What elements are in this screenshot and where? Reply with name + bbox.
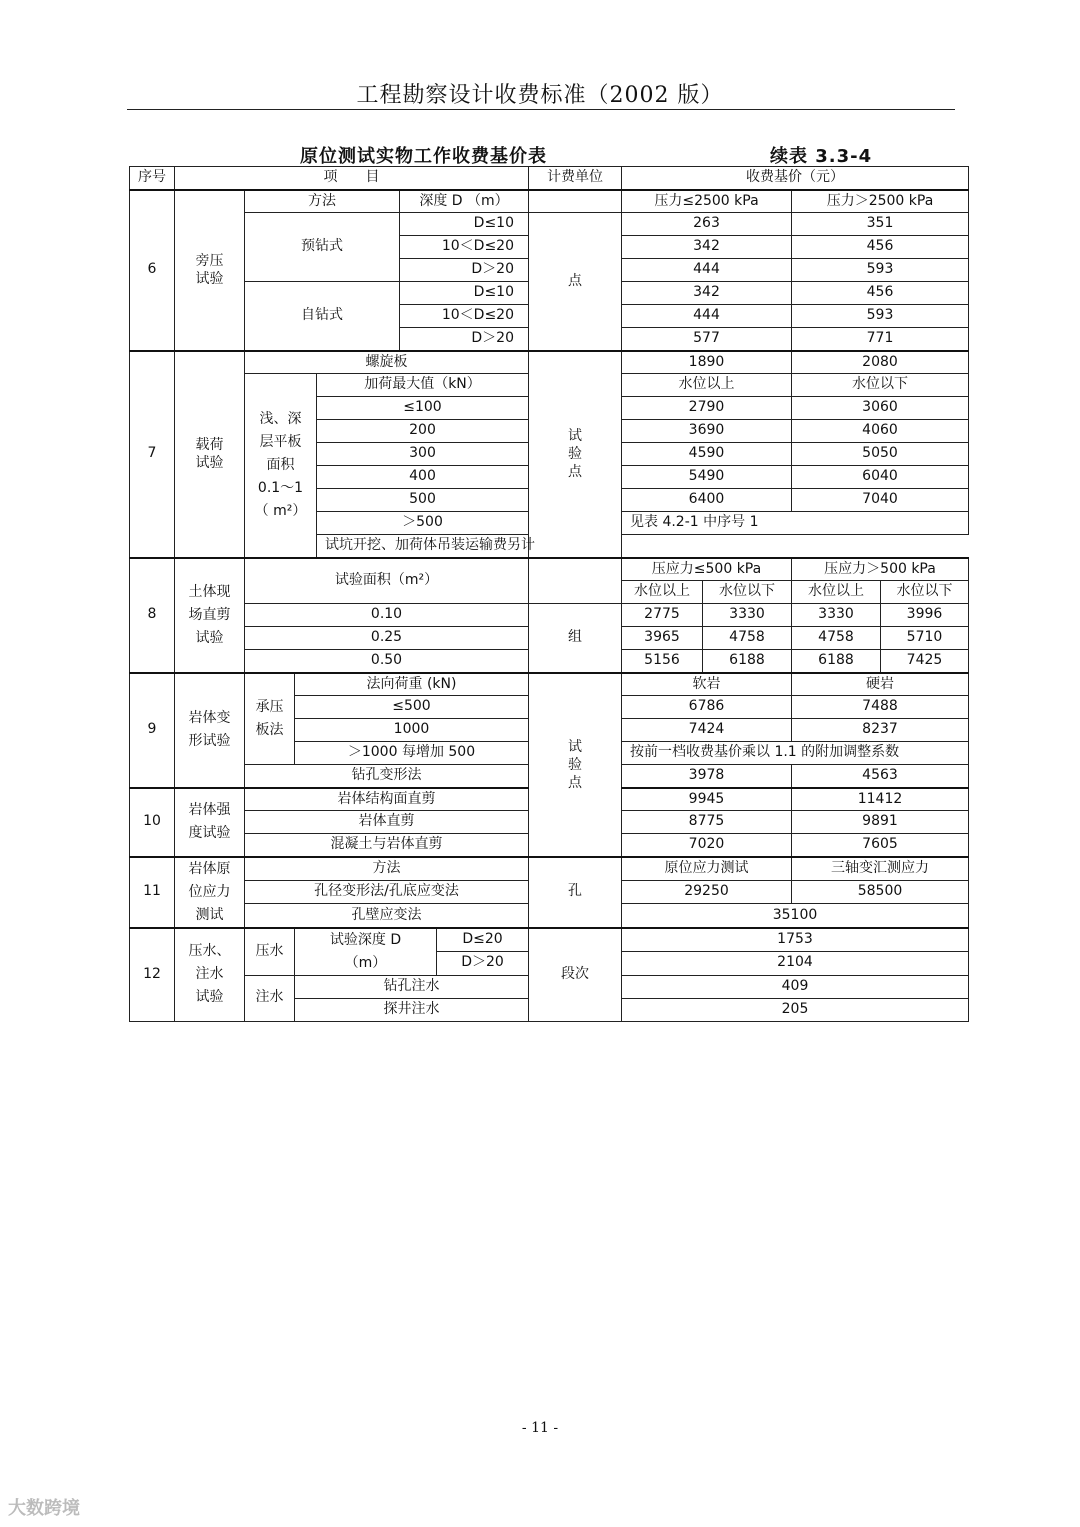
value-cell: 6786 <box>622 696 792 719</box>
seq-8: 8 <box>130 558 175 673</box>
value-cell: 3996 <box>881 604 969 627</box>
depth-cell: D≤10 <box>400 282 529 305</box>
seq-9: 9 <box>130 673 175 788</box>
test-depth-header: 试验深度 D （m） <box>295 928 437 976</box>
depth-cell: D＞20 <box>437 951 529 975</box>
value-cell: 6400 <box>622 489 792 512</box>
value-cell: 5490 <box>622 466 792 489</box>
value-cell: 205 <box>622 998 969 1021</box>
value-cell: 9945 <box>622 788 792 811</box>
header-rule <box>127 109 955 110</box>
value-cell: 3330 <box>792 604 881 627</box>
below-water-header: 水位以下 <box>881 581 969 604</box>
max-load-header: 加荷最大值（kN） <box>317 374 529 397</box>
header-unit: 计费单位 <box>529 167 622 190</box>
table-row <box>130 857 969 881</box>
value-cell: 2080 <box>792 351 969 374</box>
value-cell: 342 <box>622 236 792 259</box>
value-cell: 11412 <box>792 788 969 811</box>
value-cell: 6188 <box>703 650 792 673</box>
bearing-plate-method: 承压 板法 <box>245 673 295 765</box>
seq-10: 10 <box>130 788 175 857</box>
table-row <box>130 558 969 581</box>
pressure-high-header: 压力＞2500 kPa <box>792 190 969 213</box>
value-cell: 2790 <box>622 397 792 420</box>
header-item: 项 目 <box>175 167 529 190</box>
unit-6: 点 <box>529 213 622 351</box>
see-table-note: 见表 4.2-1 中序号 1 <box>622 512 969 535</box>
soft-rock-header: 软岩 <box>622 673 792 696</box>
in-situ-stress-header: 原位应力测试 <box>622 857 792 881</box>
value-cell: 35100 <box>622 904 969 928</box>
value-cell: 4758 <box>792 627 881 650</box>
area-header: 试验面积（m²） <box>245 558 529 604</box>
triaxial-stress-header: 三轴变汇测应力 <box>792 857 969 881</box>
unit-11: 孔 <box>529 857 622 928</box>
value-cell: 7020 <box>622 834 792 857</box>
test-item: 岩体结构面直剪 <box>245 788 529 811</box>
header-price: 收费基价（元） <box>622 167 969 190</box>
depth-cell: D≤20 <box>437 928 529 952</box>
load-cell: 200 <box>317 420 529 443</box>
item-name-7: 载荷 试验 <box>175 351 245 558</box>
value-cell: 1753 <box>622 928 969 952</box>
value-cell: 456 <box>792 236 969 259</box>
load-cell: ≤100 <box>317 397 529 420</box>
value-cell: 7424 <box>622 719 792 742</box>
value-cell: 6188 <box>792 650 881 673</box>
test-item: 钻孔注水 <box>295 975 529 998</box>
load-cell: ≤500 <box>295 696 529 719</box>
depth-cell: D＞20 <box>400 259 529 282</box>
value-cell: 351 <box>792 213 969 236</box>
plate-load-label: 浅、深 层平板 面积 0.1～1 （ m²） <box>245 374 317 558</box>
depth-cell: D≤10 <box>400 213 529 236</box>
item-name-6: 旁压 试验 <box>175 190 245 351</box>
value-cell: 3965 <box>622 627 703 650</box>
depth-cell: 10＜D≤20 <box>400 236 529 259</box>
value-cell: 263 <box>622 213 792 236</box>
load-cell: 500 <box>317 489 529 512</box>
method-header: 方法 <box>245 190 400 213</box>
test-item: 探井注水 <box>295 998 529 1021</box>
selfdrill-method: 自钻式 <box>245 282 400 351</box>
value-cell: 5156 <box>622 650 703 673</box>
value-cell: 7425 <box>881 650 969 673</box>
depth-cell: D＞20 <box>400 328 529 351</box>
table-header-row <box>130 167 969 190</box>
footnote-7: 试坑开挖、加荷体吊装运输费另计 <box>317 535 881 558</box>
table-title: 原位测试实物工作收费基价表 <box>300 146 547 167</box>
stress-low-header: 压应力≤500 kPa <box>622 558 792 581</box>
depth-header: 深度 D （m） <box>400 190 529 213</box>
table-continuation: 续表 3.3-4 <box>770 146 873 167</box>
value-cell: 2775 <box>622 604 703 627</box>
value-cell: 3330 <box>703 604 792 627</box>
value-cell: 5710 <box>881 627 969 650</box>
table-row <box>130 190 969 213</box>
value-cell: 8237 <box>792 719 969 742</box>
seq-6: 6 <box>130 190 175 351</box>
pressure-water-label: 压水 <box>245 928 295 976</box>
load-cell: ＞1000 每增加 500 <box>295 742 529 765</box>
table-row <box>130 673 969 696</box>
value-cell: 4590 <box>622 443 792 466</box>
table-row <box>130 213 969 236</box>
value-cell: 3060 <box>792 397 969 420</box>
value-cell: 409 <box>622 975 969 998</box>
load-cell: 400 <box>317 466 529 489</box>
watermark-text: 大数跨境 <box>8 1498 80 1519</box>
value-cell: 58500 <box>792 880 969 904</box>
value-cell: 3690 <box>622 420 792 443</box>
test-item: 岩体直剪 <box>245 811 529 834</box>
unit-8: 组 <box>529 604 622 673</box>
test-item: 混凝土与岩体直剪 <box>245 834 529 857</box>
value-cell: 5050 <box>792 443 969 466</box>
load-cell: ＞500 <box>317 512 529 535</box>
running-header: 工程勘察设计收费标准（2002 版） <box>356 83 724 108</box>
unit-blank <box>529 558 622 604</box>
test-item: 孔径变形法/孔底应变法 <box>245 880 529 904</box>
area-cell: 0.10 <box>245 604 529 627</box>
load-cell: 1000 <box>295 719 529 742</box>
pressure-low-header: 压力≤2500 kPa <box>622 190 792 213</box>
seq-12: 12 <box>130 928 175 1022</box>
item-name-10: 岩体强 度试验 <box>175 788 245 857</box>
below-water-header: 水位以下 <box>703 581 792 604</box>
test-item: 孔壁应变法 <box>245 904 529 928</box>
value-cell: 29250 <box>622 880 792 904</box>
value-cell: 7040 <box>792 489 969 512</box>
fee-table <box>129 166 969 1022</box>
seq-7: 7 <box>130 351 175 558</box>
value-cell: 342 <box>622 282 792 305</box>
above-water-header: 水位以上 <box>792 581 881 604</box>
unit-12: 段次 <box>529 928 622 1022</box>
value-cell: 8775 <box>622 811 792 834</box>
spiral-plate: 螺旋板 <box>245 351 529 374</box>
value-cell: 3978 <box>622 765 792 788</box>
method-header: 方法 <box>245 857 529 881</box>
value-cell: 593 <box>792 305 969 328</box>
value-cell: 577 <box>622 328 792 351</box>
unit-blank <box>529 190 622 213</box>
seq-11: 11 <box>130 857 175 928</box>
unit-9: 试 验 点 <box>529 673 622 857</box>
value-cell: 2104 <box>622 951 969 975</box>
table-row <box>130 604 969 627</box>
normal-load-header: 法向荷重 (kN) <box>295 673 529 696</box>
item-name-12: 压水、 注水 试验 <box>175 928 245 1022</box>
item-name-11: 岩体原 位应力 测试 <box>175 857 245 928</box>
value-cell: 4758 <box>703 627 792 650</box>
item-name-9: 岩体变 形试验 <box>175 673 245 788</box>
adjustment-note: 按前一档收费基价乘以 1.1 的附加调整系数 <box>622 742 969 765</box>
above-water-header: 水位以上 <box>622 581 703 604</box>
table-row <box>130 928 969 952</box>
value-cell: 9891 <box>792 811 969 834</box>
table-row <box>130 351 969 374</box>
value-cell: 1890 <box>622 351 792 374</box>
value-cell: 593 <box>792 259 969 282</box>
area-cell: 0.25 <box>245 627 529 650</box>
value-cell: 444 <box>622 305 792 328</box>
value-cell: 7488 <box>792 696 969 719</box>
injection-water-label: 注水 <box>245 975 295 1021</box>
above-water-header: 水位以上 <box>622 374 792 397</box>
value-cell: 6040 <box>792 466 969 489</box>
predrill-method: 预钻式 <box>245 213 400 282</box>
drill-deformation-method: 钻孔变形法 <box>245 765 529 788</box>
item-name-8: 土体现 场直剪 试验 <box>175 558 245 673</box>
area-cell: 0.50 <box>245 650 529 673</box>
value-cell: 771 <box>792 328 969 351</box>
value-cell: 456 <box>792 282 969 305</box>
value-cell: 444 <box>622 259 792 282</box>
value-cell: 7605 <box>792 834 969 857</box>
page-number: - 11 - <box>521 1420 559 1436</box>
depth-cell: 10＜D≤20 <box>400 305 529 328</box>
load-cell: 300 <box>317 443 529 466</box>
value-cell: 4563 <box>792 765 969 788</box>
hard-rock-header: 硬岩 <box>792 673 969 696</box>
below-water-header: 水位以下 <box>792 374 969 397</box>
header-seq: 序号 <box>130 167 175 190</box>
unit-7: 试 验 点 <box>529 351 622 558</box>
value-cell: 4060 <box>792 420 969 443</box>
stress-high-header: 压应力＞500 kPa <box>792 558 969 581</box>
